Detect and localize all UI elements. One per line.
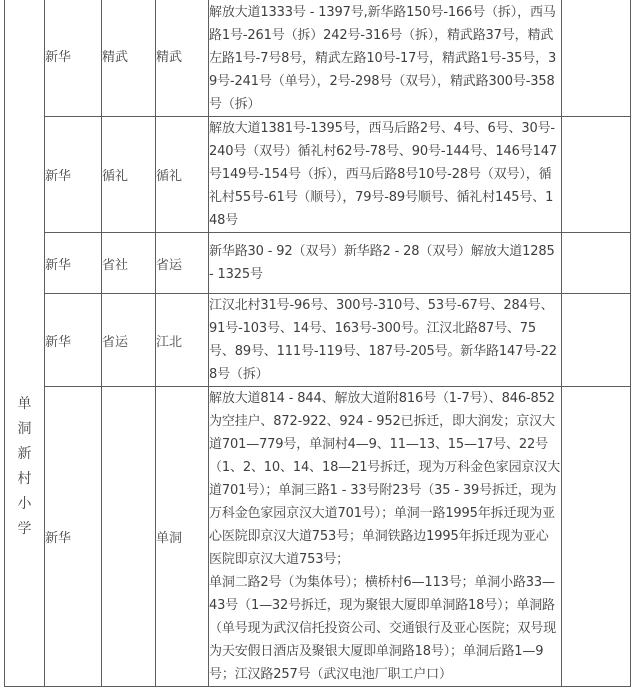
table-row (5, 233, 631, 294)
community-cell: 循礼 (102, 117, 156, 233)
extra-cell (562, 294, 631, 387)
address-cell: 解放大道1333号 - 1397号,新华路150号-166号（拆），西马路1号-261号（拆）242号-316号（拆），精武路37号，精武左路1号-7号8号，精武左路10号-17号，精武路1号-35号，39号-241号（单号），2号-298号（双号），精武路300号-358号（拆） (209, 0, 562, 117)
school-name-vertical (5, 143, 44, 538)
extra-cell (562, 0, 631, 117)
extra-cell (562, 117, 631, 233)
school-char: 村 (17, 471, 32, 487)
school-char: 单 (17, 396, 32, 412)
community-cell: 省运 (102, 294, 156, 387)
district-cell: 江北 (156, 294, 209, 387)
street-cell: 新华 (45, 294, 102, 387)
address-paragraph: 单洞二路2号（为集体号）；横桥村6—113号；单洞小路33—43号（1—32号拆迁，现为聚银大厦即单洞路18号）；单洞路（单号现为武汉信托投资公司、交通银行及亚心医院；双号现为天安假日酒店及聚银大厦即单洞路18号）；单洞后路1—9号；江汉路257号（武汉电池厂职工户口） (209, 575, 556, 682)
table-row (5, 117, 631, 233)
school-district-table (4, 0, 631, 687)
table-row (5, 387, 631, 687)
district-cell: 单洞 (156, 387, 209, 687)
school-char: 新 (17, 446, 32, 462)
community-cell: 省社 (102, 233, 156, 294)
extra-cell (562, 233, 631, 294)
table-row (5, 294, 631, 387)
street-cell: 新华 (45, 387, 102, 687)
district-cell: 精武 (156, 0, 209, 117)
school-char: 学 (17, 521, 32, 537)
street-cell: 新华 (45, 0, 102, 117)
school-char: 小 (17, 496, 32, 512)
address-cell: 新华路30 - 92（双号）新华路2 - 28（双号）解放大道1285 - 1325号 (209, 233, 562, 294)
table-row (5, 0, 631, 117)
community-cell: 精武 (102, 0, 156, 117)
extra-cell (562, 387, 631, 687)
community-cell (102, 387, 156, 687)
school-name-cell (5, 0, 45, 687)
street-cell: 新华 (45, 117, 102, 233)
address-cell: 解放大道1381号-1395号，西马后路2号、4号、6号、30号-240号（双号）循礼村62号-78号、90号-144号、146号147号149号-154号（拆），西马后路8号10号-28号（双号），循礼村55号-61号（顺号），79号-89号顺号、循礼村145号、148号 (209, 117, 562, 233)
district-cell: 循礼 (156, 117, 209, 233)
address-cell: 江汉北村31号-96号、300号-310号、53号-67号、284号、91号-103号、14号、163号-300号。江汉北路87号、75号、89号、111号-119号、187号-205号。新华路147号-228号（拆） (209, 294, 562, 387)
street-cell: 新华 (45, 233, 102, 294)
district-cell: 省运 (156, 233, 209, 294)
school-char: 洞 (17, 421, 32, 437)
address-cell (209, 387, 562, 687)
address-paragraph: 解放大道814 - 844、解放大道附816号（1-7号）、846-852为空挂户、872-922、924 - 952已拆迁，即大润发；京汉大道701—779号，单洞村4—9、11—13、15—17号、22号（1、2、10、14、18—21号拆迁，现为万科金色家园京汉大道701号）；单洞三路1 - 33号附23号（35 - 39号拆迁，现为万科金色家园京汉大道701号）；单洞一路1995年拆迁现为亚心医院即京汉大道753号；单洞铁路边1995年拆迁现为亚心医院即京汉大道753号； (209, 391, 561, 567)
